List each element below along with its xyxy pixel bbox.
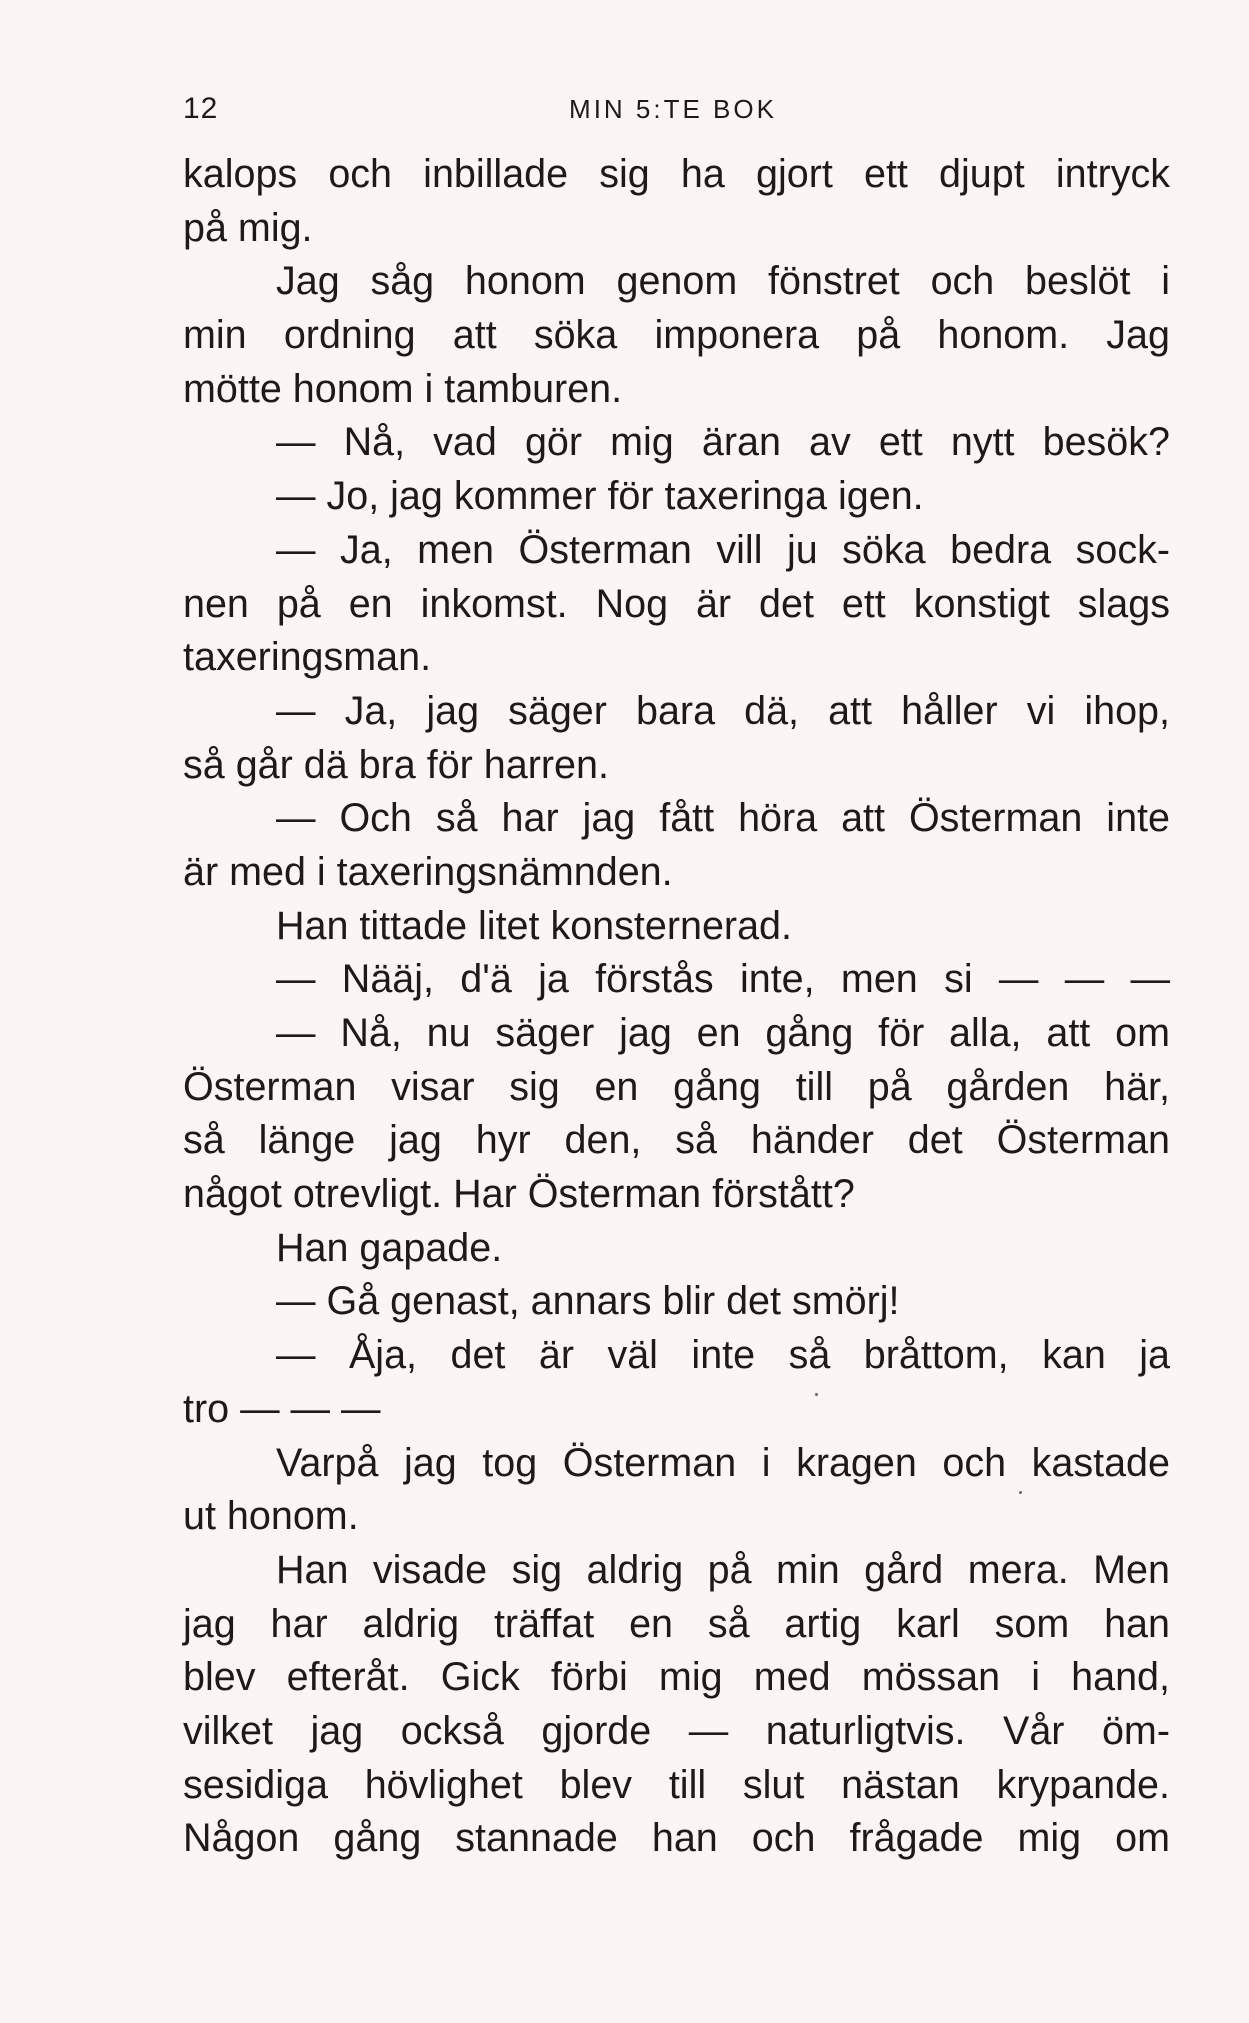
text-line: Någon gång stannade han och frågade mig om <box>183 1816 1170 1861</box>
body-text <box>183 148 1170 1866</box>
text-line: — Nå, nu säger jag en gång för alla, att om <box>276 1011 1170 1055</box>
text-line: kalops och inbillade sig ha gjort ett djupt intryck <box>183 152 1170 196</box>
text-line: något otrevligt. Har Österman förstått? <box>183 1172 855 1217</box>
text-line: Han visade sig aldrig på min gård mera. Men <box>276 1547 1170 1592</box>
text-line: så länge jag hyr den, så händer det Österman <box>183 1118 1170 1163</box>
text-line: — Nå, vad gör mig äran av ett nytt besök? <box>276 420 1170 465</box>
text-line: Österman visar sig en gång till på gården här, <box>183 1064 1170 1109</box>
text-line: Han gapade. <box>276 1225 503 1270</box>
text-line: — Jo, jag kommer för taxeringa igen. <box>276 474 924 519</box>
text-line: — Och så har jag fått höra att Österman inte <box>276 796 1170 841</box>
text-line: blev efteråt. Gick förbi mig med mössan i hand, <box>183 1655 1170 1700</box>
text-line: vilket jag också gjorde — naturligtvis. Vår öm- <box>183 1708 1170 1753</box>
running-title: MIN 5:TE BOK <box>569 94 777 124</box>
page-number: 12 <box>183 92 219 125</box>
text-line: så går dä bra för harren. <box>183 742 609 787</box>
text-line: nen på en inkomst. Nog är det ett konstigt slags <box>183 581 1170 626</box>
text-line: Varpå jag tog Österman i kragen och kastade <box>276 1440 1170 1485</box>
text-line: — Nääj, d'ä ja förstås inte, men si — — — <box>276 957 1170 1002</box>
text-line: tro — — — <box>183 1386 381 1431</box>
text-line: — Gå genast, annars blir det smörj! <box>276 1279 900 1324</box>
text-line: — Åja, det är väl inte så bråttom, kan ja <box>276 1333 1170 1378</box>
text-line: Han tittade litet konsternerad. <box>276 903 792 948</box>
text-line: ut honom. <box>183 1494 359 1539</box>
text-line: jag har aldrig träffat en så artig karl som han <box>183 1601 1170 1646</box>
page-header <box>183 92 1170 132</box>
paper-speck <box>815 1393 818 1396</box>
text-line: min ordning att söka imponera på honom. Jag <box>183 313 1170 358</box>
text-line: på mig. <box>183 205 313 250</box>
paper-speck <box>1019 1491 1022 1494</box>
text-line: taxeringsman. <box>183 635 432 680</box>
text-line: — Ja, men Österman vill ju söka bedra sock- <box>276 527 1170 572</box>
text-line: är med i taxeringsnämnden. <box>183 849 673 894</box>
text-line: sesidiga hövlighet blev till slut nästan krypande. <box>183 1762 1170 1807</box>
text-line: Jag såg honom genom fönstret och beslöt i <box>276 259 1170 304</box>
text-line: — Ja, jag säger bara dä, att håller vi ihop, <box>276 688 1170 733</box>
text-line: mötte honom i tamburen. <box>183 366 623 411</box>
